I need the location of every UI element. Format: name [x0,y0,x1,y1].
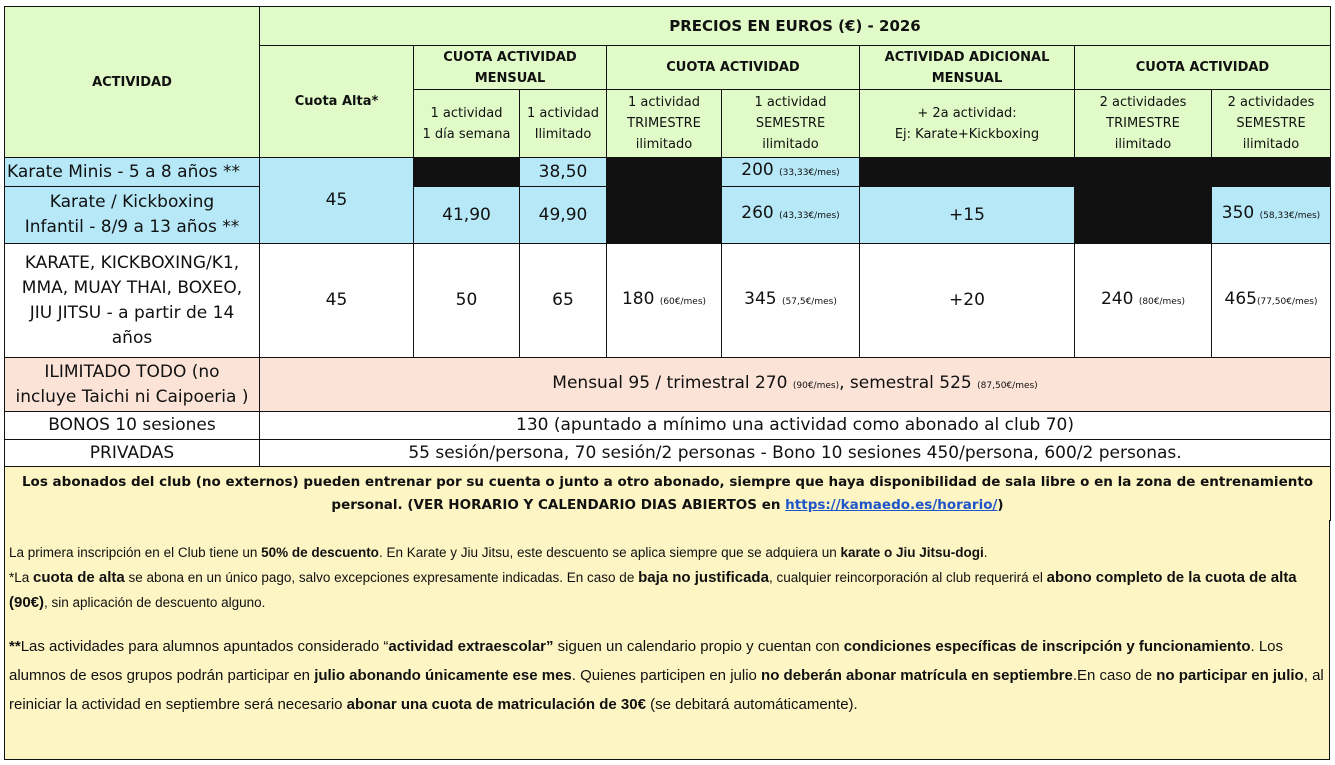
unavailable-cell [860,158,1075,187]
bonos-price: 130 (apuntado a mínimo una actividad como abonado al club 70) [260,412,1331,440]
price-per-month: (90€/mes) [792,380,840,391]
row-name: BONOS 10 sesiones [5,412,260,440]
cuota-alta-kids: 45 [260,158,414,244]
members-note-tail: ) [997,496,1004,513]
subheader-line: ilimitado [635,137,693,152]
note-bold: julio abonando únicamente ese mes [314,667,572,684]
price-ilimitado: 49,90 [520,187,607,244]
price-value: 260 [741,203,774,223]
row-name: Karate Minis - 5 a 8 años ** [5,158,260,187]
price-semestre-2 [1212,187,1331,244]
note-text: , al reiniciar la actividad en septiembre será necesario [9,667,1324,713]
table-row-adultos [5,244,1331,358]
subheader-line: 2 actividades [1099,95,1187,110]
price-value: 200 [741,160,774,180]
row-name-line: incluye Taichi ni Caipoeria ) [15,386,249,407]
price-per-month: (58,33€/mes) [1259,211,1321,221]
notes-extraescolar [9,632,1327,719]
table-title: PRECIOS EN EUROS (€) - 2026 [260,7,1331,46]
row-name-line: KARATE, KICKBOXING/K1, [24,252,240,273]
note-bold: condiciones específicas de inscripción y funcionamiento [843,638,1251,655]
subheader-line: Ej: Karate+Kickboxing [894,126,1040,142]
price-value: 350 [1221,203,1255,223]
price-trimestre-1 [607,244,722,358]
note-text: . En Karate y Jiu Jitsu, este descuento se aplica siempre que se adquiera un [378,545,841,560]
members-note [5,467,1331,521]
subheader-line: TRIMESTRE [1106,116,1180,131]
table-row-minis [5,158,1331,187]
price-value: 240 [1100,288,1134,309]
note-text: Las actividades para alumnos apuntados considerado “ [20,638,389,655]
price-1-dia: 50 [414,244,520,358]
subheader-line: SEMESTRE [755,116,826,131]
price-per-month: (77,50€/mes) [1256,296,1318,307]
price-adicional: +20 [860,244,1075,358]
header-actividad: ACTIVIDAD [5,7,260,158]
header-cuota-actividad-1: CUOTA ACTIVIDAD [607,46,860,90]
members-note-text: Los abonados del club (no externos) pueden entrenar por su cuenta o junto a otro abonado, siempre que haya disponibilidad de sala libre o en la zona de entrenamiento personal. (VER HORARIO Y CALENDARIO DIAS ABIERTOS en [21,473,1314,513]
price-table-container [4,6,1330,521]
price-per-month: (87,50€/mes) [977,380,1038,391]
note-text: se abona en un único pago, salvo excepciones expresamente indicadas. En caso de [124,570,639,585]
subheader-line: + 2a actividad: [917,105,1017,121]
header-actividad-adicional: ACTIVIDAD ADICIONAL MENSUAL [860,46,1075,90]
cuota-alta-adultos: 45 [260,244,414,358]
row-name-line: Infantil - 8/9 a 13 años ** [24,217,240,237]
price-adicional: +15 [860,187,1075,244]
table-row-bonos [5,412,1331,440]
note-bold: cuota de alta [33,569,125,586]
unavailable-cell [607,187,722,244]
price-value: 345 [744,288,777,309]
note-text: *La [9,570,34,585]
price-per-month: (43,33€/mes) [779,211,840,221]
header-cuota-mensual: CUOTA ACTIVIDAD MENSUAL [414,46,607,90]
subheader-line: 2 actividades [1227,95,1315,110]
note-text: , cualquier reincorporación al club requerirá el [768,570,1047,585]
price-table [4,6,1331,521]
note-bold: ** [9,638,21,655]
subheader-trimestre-1 [607,90,722,158]
subheader-line: 1 actividad [526,105,599,121]
note-bold: baja no justificada [638,569,769,586]
header-cuota-alta: Cuota Alta* [260,46,414,158]
subheader-semestre-1 [722,90,860,158]
price-1-dia: 41,90 [414,187,520,244]
note-bold: 50% de descuento [261,545,379,560]
row-name: PRIVADAS [5,440,260,467]
price-value: 465 [1224,288,1257,309]
subheader-line: SEMESTRE [1236,116,1306,131]
unavailable-cell [414,158,520,187]
table-row-privadas [5,440,1331,467]
row-name [5,187,260,244]
horario-link[interactable]: https://kamaedo.es/horario/ [785,496,998,513]
price-ilimitado: 38,50 [520,158,607,187]
unavailable-cell [1075,187,1212,244]
subheader-1dia [414,90,520,158]
subheader-line: 1 actividad [627,95,700,110]
subheader-line: ilimitado [762,137,819,152]
notes-section [4,520,1330,760]
price-trimestre-2 [1075,244,1212,358]
row-name-line: años [111,327,153,348]
subheader-line: Ilimitado [534,126,592,142]
subheader-line: TRIMESTRE [627,116,701,131]
unavailable-cell [607,158,722,187]
table-row-ilimitado-todo [5,358,1331,412]
note-alta-line [9,565,1319,615]
price-ilimitado: 65 [520,244,607,358]
note-bold: abonar una cuota de matriculación de 30€ [346,696,646,713]
price-per-month: (57,5€/mes) [782,296,837,307]
row-name-line: JIU JITSU - a partir de 14 [29,302,235,323]
price-per-month: (33,33€/mes) [779,168,840,178]
subheader-line: ilimitado [1242,137,1300,152]
note-text: , sin aplicación de descuento alguno. [44,595,266,610]
note-bold: actividad extraescolar” [388,638,554,655]
price-semestre-2 [1212,244,1331,358]
subheader-line: ilimitado [1114,137,1172,152]
ilimitado-todo-prices [260,358,1331,412]
note-discount-line [9,540,1319,565]
price-semestre-1 [722,158,860,187]
note-text: . Los alumnos de esos grupos podrán participar en [9,638,1284,684]
price-semestre-1 [722,244,860,358]
price-value: 180 [621,288,655,309]
price-per-month: (80€/mes) [1138,296,1186,307]
header-cuota-actividad-2: CUOTA ACTIVIDAD [1075,46,1331,90]
subheader-ilimitado [520,90,607,158]
note-text: . Quienes participen en julio [571,667,762,684]
subheader-trimestre-2 [1075,90,1212,158]
row-name-line: Karate / Kickboxing [49,192,215,212]
row-name [5,358,260,412]
subheader-line: 1 día semana [422,126,511,142]
note-text: . [983,545,988,560]
row-name-line: ILIMITADO TODO (no [44,361,220,382]
row-name-line: MMA, MUAY THAI, BOXEO, [21,277,243,298]
price-per-month: (60€/mes) [659,296,707,307]
price-semestre-1 [722,187,860,244]
privadas-price: 55 sesión/persona, 70 sesión/2 personas - Bono 10 sesiones 450/persona, 600/2 personas. [260,440,1331,467]
table-row-infantil [5,187,1331,244]
subheader-adicional [860,90,1075,158]
subheader-line: 1 actividad [754,95,827,110]
note-bold: karate o Jiu Jitsu-dogi [840,545,984,560]
note-text: .En caso de [1072,667,1157,684]
note-text: La primera inscripción en el Club tiene un [9,545,262,560]
price-text: Mensual 95 / trimestral 270 [552,372,788,393]
note-bold: abono completo de la cuota de alta (90€) [9,569,1297,611]
note-bold: no participar en julio [1156,667,1304,684]
subheader-semestre-2 [1212,90,1331,158]
subheader-line: 1 actividad [430,105,503,121]
price-text: , semestral 525 [839,372,972,393]
unavailable-cell [1075,158,1212,187]
note-text: siguen un calendario propio y cuentan con [553,638,844,655]
note-bold: no deberán abonar matrícula en septiembre [761,667,1073,684]
row-name [5,244,260,358]
notes-discount [9,540,1319,615]
members-note-row [5,467,1331,521]
note-text: (se debitará automáticamente). [645,696,858,713]
unavailable-cell [1212,158,1331,187]
